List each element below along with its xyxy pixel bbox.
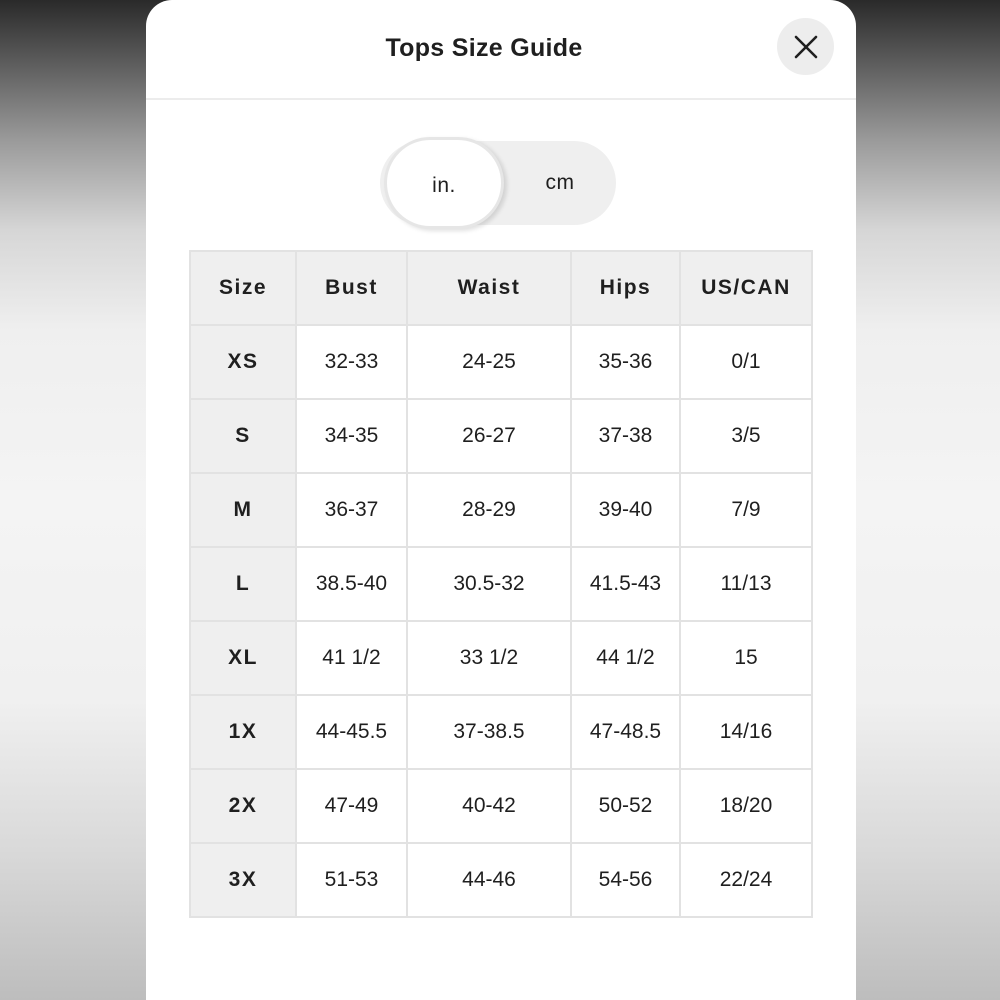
waist-cell: 40-42	[407, 769, 571, 843]
us-can-cell: 0/1	[680, 325, 812, 399]
size-cell: XL	[190, 621, 296, 695]
hips-cell: 41.5-43	[571, 547, 680, 621]
bust-cell: 34-35	[296, 399, 407, 473]
size-cell: S	[190, 399, 296, 473]
bust-cell: 51-53	[296, 843, 407, 917]
unit-option-in[interactable]: in.	[384, 137, 504, 229]
size-chart-table	[189, 250, 813, 918]
table-row	[190, 473, 812, 547]
size-guide-modal	[146, 0, 856, 1000]
us-can-cell: 22/24	[680, 843, 812, 917]
size-cell: XS	[190, 325, 296, 399]
modal-title: Tops Size Guide	[385, 34, 583, 62]
hips-cell: 37-38	[571, 399, 680, 473]
column-header-waist: Waist	[407, 251, 571, 325]
us-can-cell: 18/20	[680, 769, 812, 843]
us-can-cell: 3/5	[680, 399, 812, 473]
modal-header	[146, 0, 856, 100]
us-can-cell: 14/16	[680, 695, 812, 769]
bust-cell: 41 1/2	[296, 621, 407, 695]
waist-cell: 26-27	[407, 399, 571, 473]
close-button[interactable]	[777, 18, 834, 75]
size-cell: 2X	[190, 769, 296, 843]
table-header-row	[190, 251, 812, 325]
hips-cell: 47-48.5	[571, 695, 680, 769]
table-row	[190, 843, 812, 917]
us-can-cell: 11/13	[680, 547, 812, 621]
hips-cell: 54-56	[571, 843, 680, 917]
column-header-size: Size	[190, 251, 296, 325]
waist-cell: 37-38.5	[407, 695, 571, 769]
bust-cell: 32-33	[296, 325, 407, 399]
table-row	[190, 621, 812, 695]
table-row	[190, 547, 812, 621]
us-can-cell: 7/9	[680, 473, 812, 547]
close-icon	[793, 34, 819, 60]
unit-option-cm[interactable]: cm	[545, 171, 575, 194]
bust-cell: 36-37	[296, 473, 407, 547]
us-can-cell: 15	[680, 621, 812, 695]
bust-cell: 44-45.5	[296, 695, 407, 769]
table-row	[190, 325, 812, 399]
hips-cell: 50-52	[571, 769, 680, 843]
size-cell: 3X	[190, 843, 296, 917]
hips-cell: 35-36	[571, 325, 680, 399]
size-cell: M	[190, 473, 296, 547]
hips-cell: 39-40	[571, 473, 680, 547]
bust-cell: 47-49	[296, 769, 407, 843]
column-header-bust: Bust	[296, 251, 407, 325]
waist-cell: 28-29	[407, 473, 571, 547]
size-cell: L	[190, 547, 296, 621]
table-row	[190, 695, 812, 769]
table-row	[190, 769, 812, 843]
waist-cell: 30.5-32	[407, 547, 571, 621]
column-header-hips: Hips	[571, 251, 680, 325]
unit-toggle[interactable]	[380, 141, 616, 225]
waist-cell: 33 1/2	[407, 621, 571, 695]
bust-cell: 38.5-40	[296, 547, 407, 621]
table-row	[190, 399, 812, 473]
waist-cell: 44-46	[407, 843, 571, 917]
hips-cell: 44 1/2	[571, 621, 680, 695]
column-header-us-can: US/CAN	[680, 251, 812, 325]
size-cell: 1X	[190, 695, 296, 769]
waist-cell: 24-25	[407, 325, 571, 399]
